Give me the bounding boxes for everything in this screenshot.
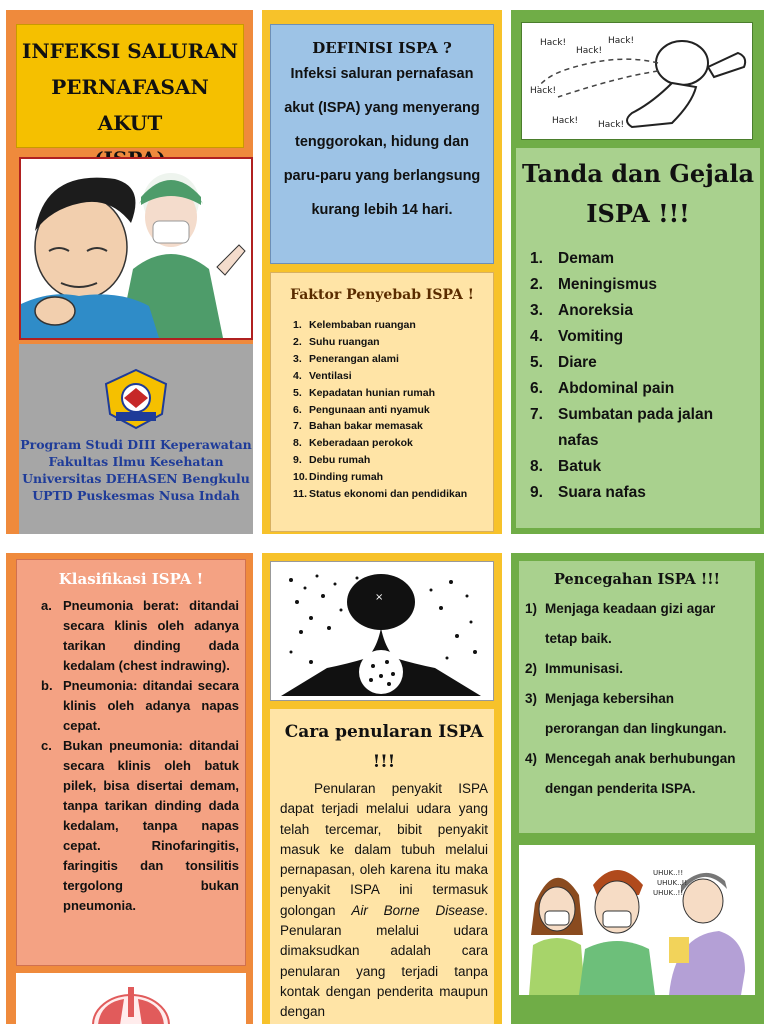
classification-item-text: Pneumonia berat: ditandai secara klinis oleh adanya tarikan dinding dada kedalam (chest indrawing). <box>63 598 239 673</box>
prevention-item-text: Immunisasi. <box>545 661 624 676</box>
org-line-3: Universitas DEHASEN Bengkulu <box>22 471 250 486</box>
symptom-item <box>530 454 760 480</box>
symptom-item <box>530 298 760 324</box>
panel-prevention <box>511 553 764 1024</box>
factor-item-number: 9. <box>293 454 302 467</box>
symptom-item-number: 2. <box>530 276 543 293</box>
factor-item-text: Keberadaan perokok <box>309 437 413 450</box>
factor-item <box>293 435 493 452</box>
classification-box <box>16 559 246 966</box>
hack-word-6: Hack! <box>598 120 625 130</box>
prevention-item-number: 3) <box>525 691 538 706</box>
classification-item <box>41 736 239 916</box>
factor-item <box>293 418 493 435</box>
org-line-2: Fakultas Ilmu Kesehatan <box>48 454 224 469</box>
coughing-illustration <box>521 22 753 140</box>
title-box <box>16 24 244 148</box>
hack-word-3: Hack! <box>608 36 635 46</box>
factor-item <box>293 368 493 385</box>
prevention-item <box>525 744 751 804</box>
symptom-item-number: 9. <box>530 484 543 501</box>
factor-item-number: 2. <box>293 335 302 348</box>
classification-item-number: a. <box>41 598 52 613</box>
hack-word-4: Hack! <box>530 86 557 96</box>
panel-classification <box>6 553 253 1024</box>
lungs-icon <box>16 973 246 1024</box>
symptoms-heading-line-2: ISPA !!! <box>586 199 690 228</box>
symptom-item <box>530 272 760 298</box>
factor-item-number: 6. <box>293 403 302 416</box>
uhuk-word-3: UHUK..!! <box>653 889 684 897</box>
university-logo-icon <box>102 368 170 430</box>
transmission-text-italic: Air Borne Disease <box>351 902 485 918</box>
classification-item-text: Bukan pneumonia: ditandai secara klinis oleh batuk pilek, bisa disertai demam, tanpa tarikan dinding dada kedalam, tanpa napas cepat. Rinofaringitis, faringitis dan tonsilitis tergolong bukan pneumonia. <box>63 738 239 913</box>
definition-line-2: akut (ISPA) yang menyerang <box>284 100 480 116</box>
panel-title <box>6 10 253 534</box>
prevention-item-number: 2) <box>525 661 538 676</box>
symptom-item-text: Suara nafas <box>558 484 646 501</box>
factor-item-text: Suhu ruangan <box>309 335 380 348</box>
factor-item-number: 1. <box>293 319 302 331</box>
symptom-item-number: 3. <box>530 302 543 319</box>
symptom-item <box>530 376 760 402</box>
transmission-heading: Cara penularan ISPA !!! <box>284 722 484 772</box>
symptom-item-number: 7. <box>530 406 543 423</box>
symptom-item-text: Demam <box>558 250 614 267</box>
uhuk-word-2: UHUK..!! <box>657 879 688 887</box>
prevention-item-number: 4) <box>525 751 538 766</box>
transmission-box <box>270 709 494 1024</box>
symptom-item <box>530 350 760 376</box>
factor-item-number: 4. <box>293 369 302 382</box>
transmission-text-1: Penularan penyakit ISPA dapat terjadi melalui udara yang telah tercemar, bibit penyakit masuk ke dalam tubuh melalui pernapasan, oleh karena itu maka penyakit ISPA ini termasuk golongan <box>280 781 488 918</box>
factor-item-number: 10. <box>293 471 308 484</box>
factor-item-number: 5. <box>293 386 302 399</box>
classification-item <box>41 676 239 736</box>
definition-line-3: tenggorokan, hidung dan <box>295 134 469 150</box>
org-line-1: Program Studi DIII Keperawatan <box>20 437 252 452</box>
factor-item-number: 11. <box>293 488 308 501</box>
classification-item-number: c. <box>41 738 52 753</box>
organization-box <box>19 344 253 534</box>
svg-text:×: × <box>375 592 384 603</box>
factor-item-text: Kelembaban ruangan <box>309 319 416 331</box>
symptom-item-text: Meningismus <box>558 276 658 293</box>
factor-item <box>293 317 493 334</box>
factor-item <box>293 334 493 351</box>
panel-symptoms <box>511 10 764 534</box>
classification-item-number: b. <box>41 678 53 693</box>
factor-item-text: Debu rumah <box>309 454 371 467</box>
definition-line-4: paru-paru yang berlangsung <box>283 168 481 184</box>
prevention-item-text: Menjaga keadaan gizi agar tetap baik. <box>545 601 716 646</box>
symptom-item <box>530 480 760 506</box>
definition-box <box>270 24 494 264</box>
hack-word-1: Hack! <box>540 38 567 48</box>
symptom-item-text: Abdominal pain <box>558 380 675 397</box>
factors-heading: Faktor Penyebab ISPA ! <box>290 287 474 303</box>
prevention-list <box>519 594 755 804</box>
prevention-item <box>525 594 751 654</box>
org-line-4: UPTD Puskesmas Nusa Indah <box>32 488 240 503</box>
prevention-heading: Pencegahan ISPA !!! <box>554 571 720 588</box>
definition-line-5: kurang lebih 14 hari. <box>311 202 453 218</box>
factor-item-text: Ventilasi <box>309 369 352 382</box>
factor-item-number: 8. <box>293 437 302 450</box>
symptom-item-text: Diare <box>558 354 597 371</box>
symptom-item <box>530 246 760 272</box>
transmission-body <box>280 779 488 1023</box>
symptom-item-number: 5. <box>530 354 543 371</box>
symptom-item-number: 8. <box>530 458 543 475</box>
classification-item-text: Pneumonia: ditandai secara klinis oleh adanya napas cepat. <box>63 678 239 733</box>
classification-item <box>41 596 239 676</box>
factor-item-text: Status ekonomi dan pendidikan <box>309 488 468 501</box>
coughing-man-illustration <box>19 157 253 340</box>
factor-item <box>293 452 493 469</box>
virus-spread-illustration <box>270 561 494 701</box>
symptom-item-number: 1. <box>530 250 543 267</box>
symptom-item-text: Sumbatan pada jalan nafas <box>558 406 714 449</box>
symptom-item-text: Vomiting <box>558 328 624 345</box>
title-line-1: INFEKSI SALURAN <box>21 39 238 63</box>
definition-heading: DEFINISI ISPA ? <box>312 39 452 57</box>
factor-item-text: Dinding rumah <box>309 471 384 484</box>
title-line-2: PERNAFASAN AKUT <box>51 75 209 135</box>
prevention-item-number: 1) <box>525 601 538 616</box>
panel-definition <box>262 10 502 534</box>
symptom-item-number: 6. <box>530 380 543 397</box>
factor-item-text: Bahan bakar memasak <box>309 420 423 433</box>
symptom-item <box>530 402 760 454</box>
classification-list <box>17 596 245 916</box>
factor-item <box>293 385 493 402</box>
hack-word-5: Hack! <box>552 116 579 126</box>
symptom-item <box>530 324 760 350</box>
factor-item <box>293 351 493 368</box>
masked-children-illustration <box>519 845 755 995</box>
prevention-item <box>525 654 751 684</box>
symptoms-list <box>516 246 760 506</box>
factors-list <box>271 317 493 503</box>
prevention-item-text: Menjaga kebersihan perorangan dan lingkungan. <box>545 691 727 736</box>
symptom-item-text: Anoreksia <box>558 302 633 319</box>
symptom-item-text: Batuk <box>558 458 602 475</box>
hack-word-2: Hack! <box>576 46 603 56</box>
symptoms-box <box>516 148 760 528</box>
transmission-text-2: . Penularan melalui udara dimaksudkan adalah cara penularan yang terjadi tanpa kontak dengan penderita maupun dengan <box>280 902 488 1020</box>
symptom-item-number: 4. <box>530 328 543 345</box>
symptoms-heading-line-1: Tanda dan Gejala <box>521 159 755 188</box>
prevention-box <box>519 561 755 833</box>
prevention-item <box>525 684 751 744</box>
factor-item-number: 7. <box>293 420 302 433</box>
panel-transmission <box>262 553 502 1024</box>
classification-heading: Klasifikasi ISPA ! <box>58 570 204 588</box>
factor-item-number: 3. <box>293 352 302 365</box>
factor-item-text: Penerangan alami <box>309 352 399 365</box>
definition-line-1: Infeksi saluran pernafasan <box>290 66 474 82</box>
bottom-strip <box>519 1005 755 1024</box>
factor-item <box>293 469 493 486</box>
factor-item-text: Pengunaan anti nyamuk <box>309 403 430 416</box>
factors-box <box>270 272 494 532</box>
factor-item-text: Kepadatan hunian rumah <box>309 386 436 399</box>
prevention-item-text: Mencegah anak berhubungan dengan penderita ISPA. <box>545 751 736 796</box>
uhuk-word-1: UHUK..!! <box>653 869 684 877</box>
factor-item <box>293 486 493 503</box>
factor-item <box>293 402 493 419</box>
